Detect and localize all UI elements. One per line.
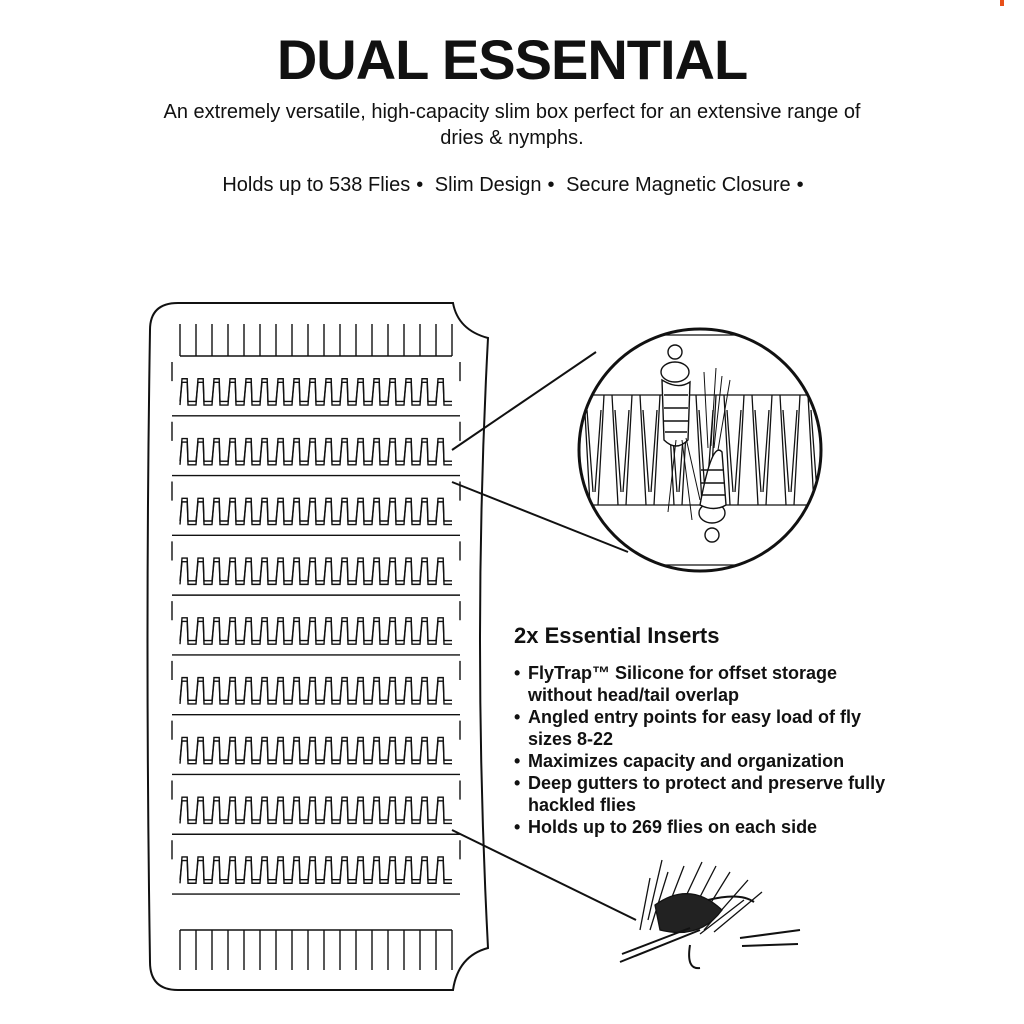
fly-box-outline (148, 303, 489, 990)
list-item: • Maximizes capacity and organization (514, 750, 906, 772)
dry-fly-icon (620, 860, 800, 968)
list-item: • Deep gutters to protect and preserve fully hackled flies (514, 772, 906, 816)
list-item: • Holds up to 269 flies on each side (514, 816, 906, 838)
inserts-list (514, 662, 934, 838)
callout-line-top (452, 352, 596, 450)
callout-line-fly (452, 830, 636, 920)
feature-design: Slim Design (434, 174, 542, 196)
product-description: An extremely versatile, high-capacity slim box perfect for an extensive range of dries & nymphs. (163, 101, 861, 149)
product-title: DUAL ESSENTIAL (276, 28, 748, 91)
list-item: • FlyTrap™ Silicone for offset storage without head/tail overlap (514, 662, 906, 706)
bullet-icon: • (796, 174, 804, 196)
bullet-icon: • (416, 174, 424, 196)
callout-line-bottom (452, 482, 628, 552)
nymph-fly-icon (661, 345, 730, 542)
feature-capacity: Holds up to 538 Flies (222, 174, 411, 196)
inserts-panel (514, 622, 934, 838)
inserts-heading: 2x Essential Inserts (514, 623, 720, 648)
feature-closure: Secure Magnetic Closure (566, 174, 791, 196)
bullet-icon: • (547, 174, 555, 196)
list-item: • Angled entry points for easy load of fly sizes 8-22 (514, 706, 906, 750)
foam-slot-rows (172, 324, 460, 970)
magnifier-circle (578, 329, 828, 571)
